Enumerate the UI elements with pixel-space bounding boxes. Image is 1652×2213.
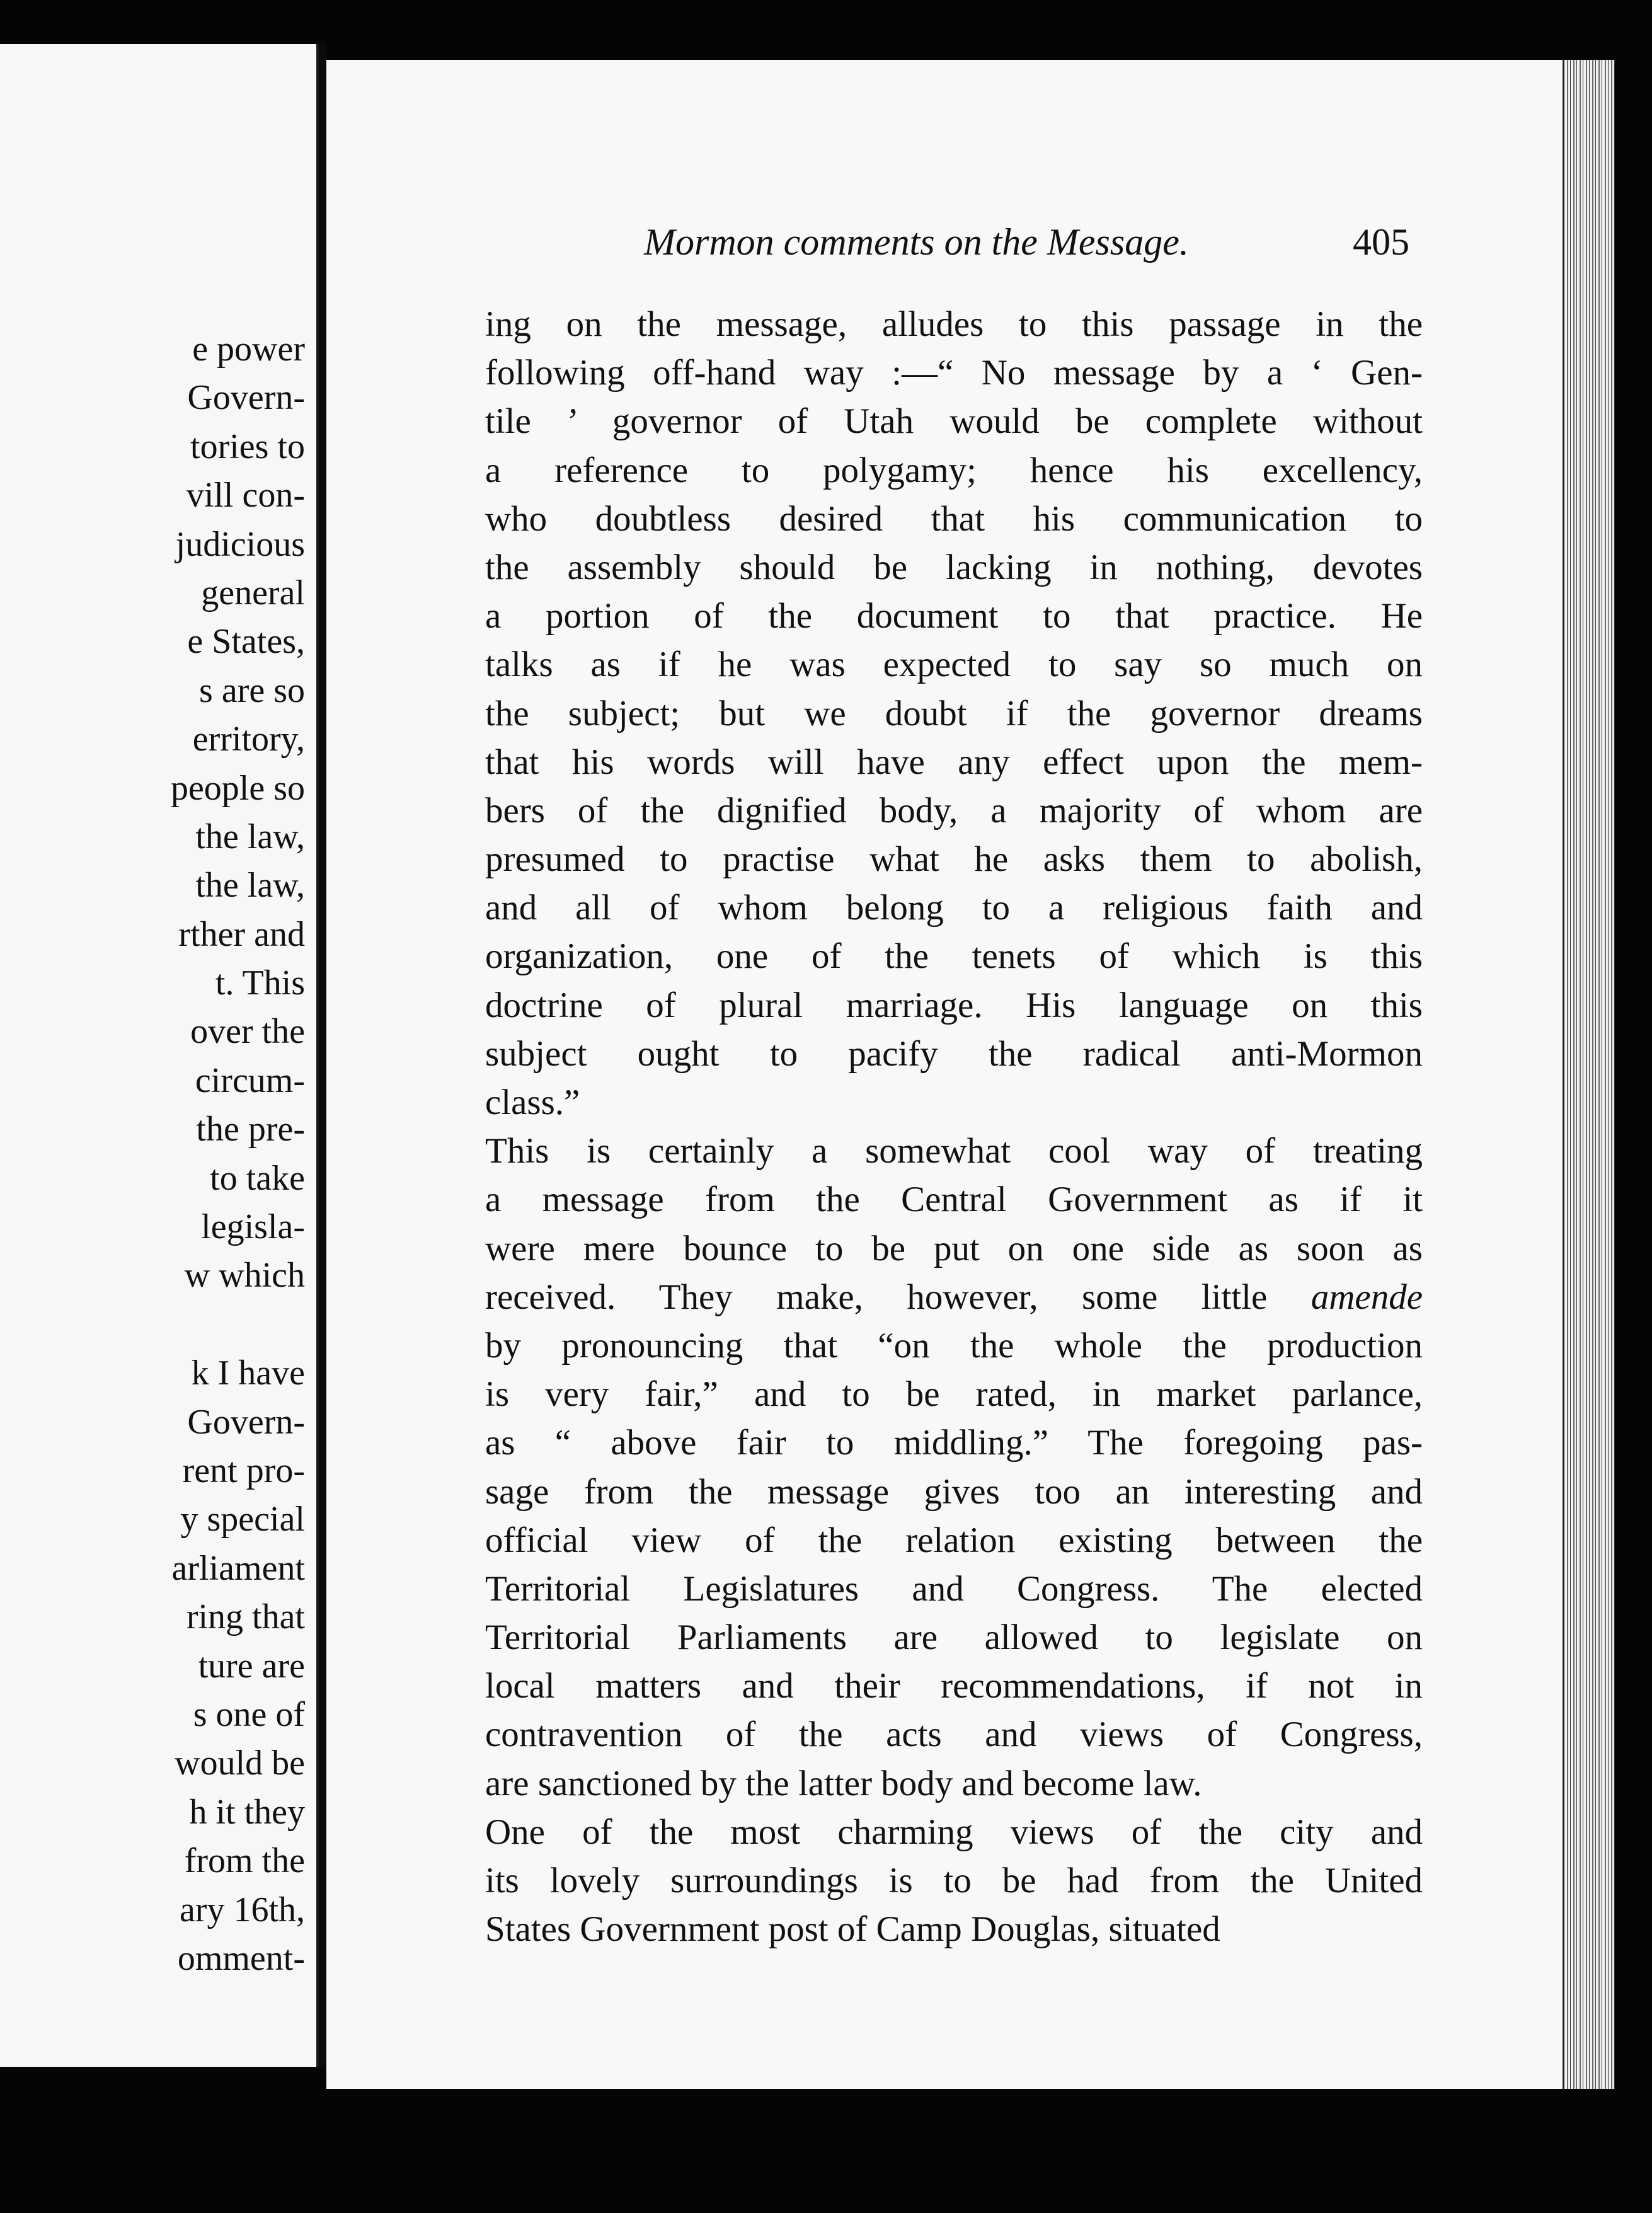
text-line: a portion of the document to that practice. He (485, 596, 1423, 636)
text-line: States Government post of Camp Douglas, situated (485, 1909, 1220, 1950)
page-header (644, 221, 1409, 271)
left-page-line: rent pro- (182, 1451, 305, 1490)
text-line: official view of the relation existing between the (485, 1520, 1423, 1560)
left-page-line: to take (210, 1158, 305, 1198)
text-line: tile ’ governor of Utah would be complete without (485, 401, 1423, 442)
left-page-line: arliament (171, 1548, 305, 1588)
text-line: organization, one of the tenets of which is this (485, 936, 1423, 977)
left-page-line: t. This (215, 963, 305, 1003)
left-page-line: judicious (175, 524, 305, 564)
paragraph (485, 1808, 1423, 1954)
text-line: as “ above fair to middling.” The foregoing pas- (485, 1423, 1423, 1463)
left-page-line: Govern- (187, 378, 305, 418)
left-page-line: y special (180, 1500, 305, 1539)
left-page-line: would be (175, 1744, 305, 1783)
left-page-line: Govern- (187, 1402, 305, 1442)
text-line: contravention of the acts and views of Congress, (485, 1715, 1423, 1755)
left-page-line: general (201, 573, 305, 612)
left-page-line: w which (184, 1256, 305, 1296)
left-page-line: from the (184, 1841, 305, 1881)
text-line: This is certainly a somewhat cool way of treating (485, 1131, 1423, 1171)
text-line: following off-hand way :—“ No message by a ‘ Gen- (485, 353, 1423, 393)
text-line: a message from the Central Government as if it (485, 1180, 1423, 1220)
left-page-line: e States, (187, 622, 305, 662)
text-line: sage from the message gives too an interesting and (485, 1471, 1423, 1512)
left-page-line: e power (192, 330, 305, 369)
left-page-line: s are so (199, 670, 305, 710)
left-page-text (0, 325, 305, 1983)
text-line: Territorial Parliaments are allowed to legislate on (485, 1618, 1423, 1658)
text-line: class.” (485, 1083, 580, 1122)
text-line: who doubtless desired that his communication to (485, 498, 1423, 539)
left-page-line: the law, (195, 817, 305, 856)
text-line: the subject; but we doubt if the governor dreams (485, 693, 1423, 733)
left-page-line: s one of (193, 1694, 305, 1734)
text-line: are sanctioned by the latter body and become law. (485, 1763, 1202, 1803)
text-line: that his words will have any effect upon the mem- (485, 742, 1423, 782)
text-line: presumed to practise what he asks them to abolish, (485, 839, 1423, 880)
left-page (0, 44, 319, 2067)
left-page-line: erritory, (192, 720, 305, 759)
text-line: its lovely surroundings is to be had from the United (485, 1861, 1423, 1900)
text-line: ing on the message, alludes to this passage in the (485, 304, 1423, 344)
text-line: One of the most charming views of the city and (485, 1812, 1423, 1852)
text-line: Territorial Legislatures and Congress. The elected (485, 1568, 1423, 1609)
left-page-line (0, 1301, 305, 1349)
text-line: were mere bounce to be put on one side as soon as (485, 1228, 1423, 1268)
left-page-line: circum- (195, 1061, 305, 1100)
paragraph (485, 300, 1423, 1127)
left-page-line: over the (190, 1012, 305, 1052)
text-line: the assembly should be lacking in nothing, devotes (485, 547, 1423, 587)
text-line: subject ought to pacify the radical anti-Mormon (485, 1033, 1423, 1074)
running-head: Mormon comments on the Message. (644, 221, 1189, 263)
left-page-line: k I have (191, 1354, 305, 1393)
left-page-line: h it they (189, 1792, 305, 1832)
text-line: by pronouncing that “on the whole the production (485, 1325, 1423, 1365)
left-page-line: tories to (190, 427, 305, 466)
text-line: bers of the dignified body, a majority of whom are (485, 790, 1423, 831)
paragraph (485, 1127, 1423, 1808)
text-line: and all of whom belong to a religious faith and (485, 888, 1423, 928)
left-page-line: the pre- (196, 1110, 305, 1149)
left-page-line: ture are (198, 1646, 305, 1686)
left-page-line: rther and (178, 914, 305, 954)
left-page-line: omment- (177, 1938, 305, 1978)
italic-word: amende (1311, 1277, 1423, 1317)
text-line: received. They make, however, some little amende (485, 1277, 1423, 1317)
left-page-line: ring that (186, 1597, 305, 1637)
left-page-line: vill con- (186, 476, 305, 515)
book-gutter (319, 44, 326, 2067)
text-line: is very fair,” and to be rated, in market parlance, (485, 1374, 1423, 1415)
text-line: a reference to polygamy; hence his excellency, (485, 450, 1423, 490)
page-number: 405 (1353, 221, 1409, 263)
body-text (485, 300, 1423, 1953)
left-page-line: the law, (195, 866, 305, 905)
text-line: local matters and their recommendations, if not in (485, 1666, 1423, 1706)
text-line: talks as if he was expected to say so much on (485, 645, 1423, 685)
text-line: doctrine of plural marriage. His language on this (485, 985, 1423, 1025)
page-edges (1563, 60, 1615, 2089)
left-page-line: people so (170, 768, 305, 808)
left-page-line: legisla- (201, 1207, 305, 1247)
left-page-line: ary 16th, (179, 1890, 305, 1929)
